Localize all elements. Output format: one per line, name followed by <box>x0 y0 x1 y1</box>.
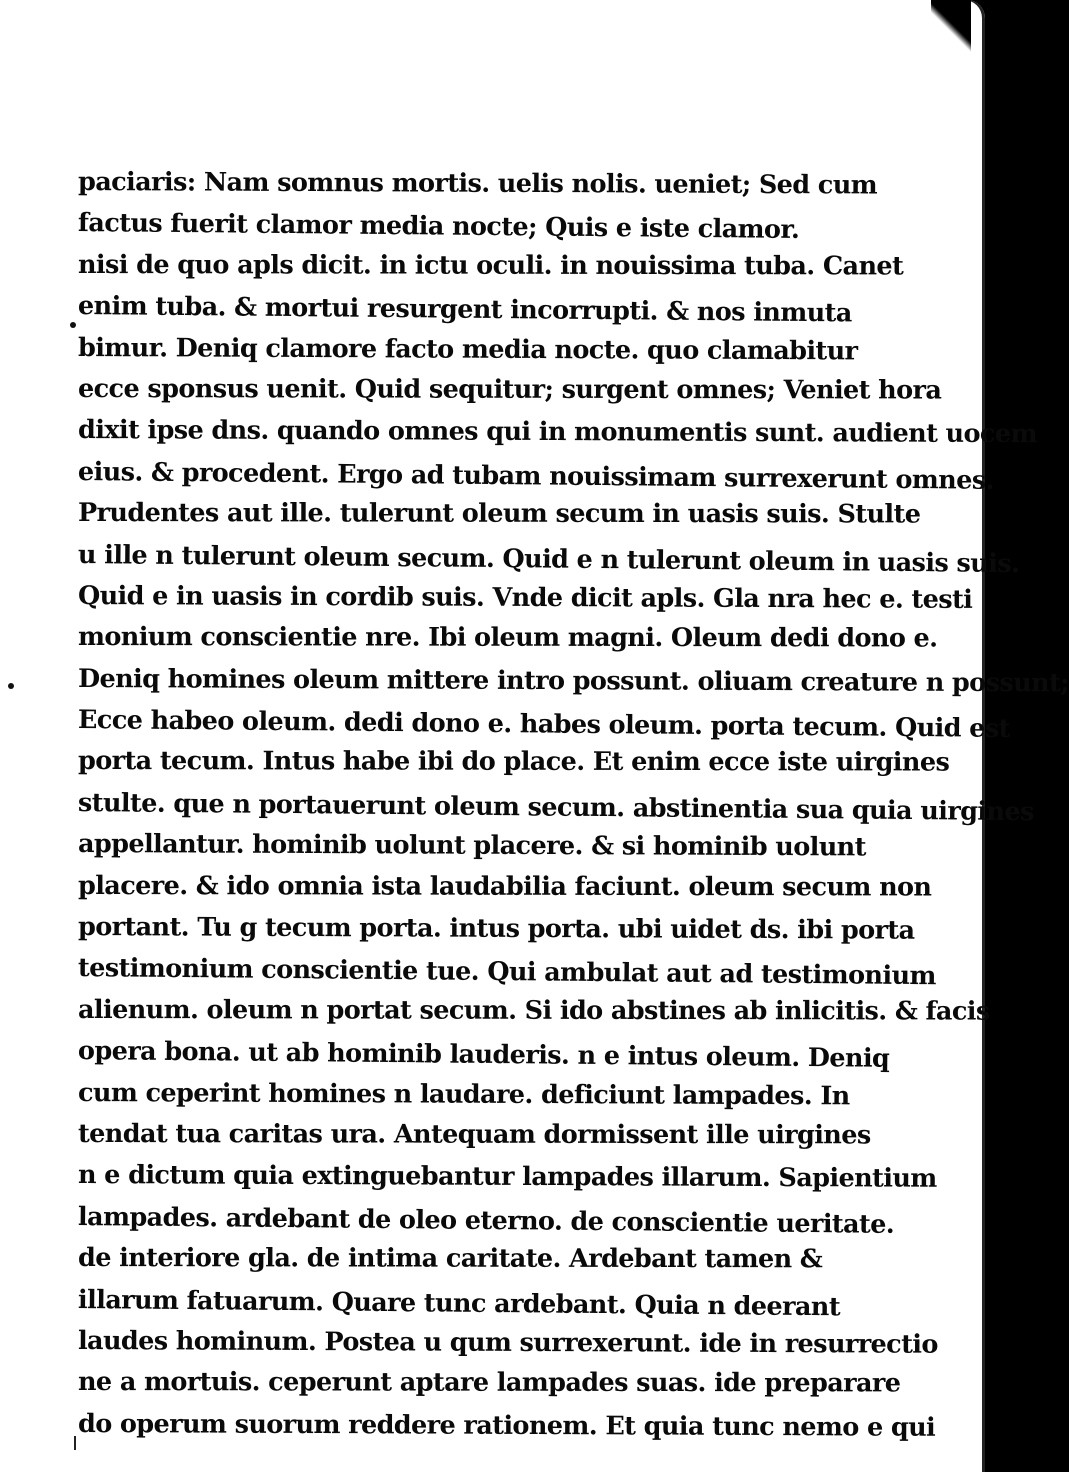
manuscript-line: Deniq homines oleum mittere intro possunt. oliuam creature n possunt; <box>77 663 1069 699</box>
manuscript-line: Prudentes aut ille. tulerunt oleum secum in uasis suis. Stulte <box>77 498 921 530</box>
manuscript-line: monium conscientie nre. Ibi oleum magni. Oleum dedi dono e. <box>77 622 938 654</box>
manuscript-line: placere. & ido omnia ista laudabilia faciunt. oleum secum non <box>77 870 932 903</box>
manuscript-line: nisi de quo apls dicit. in ictu oculi. in nouissima tuba. Canet <box>77 249 904 282</box>
manuscript-line: opera bona. ut ab hominib lauderis. n e intus oleum. Deniq <box>77 1036 890 1074</box>
manuscript-line: ne a mortuis. ceperunt aptare lampades suas. ide preparare <box>77 1367 901 1399</box>
manuscript-line: stulte. que n portauerunt oleum secum. abstinentia sua quia uirgines <box>77 787 1034 828</box>
manuscript-line: portant. Tu g tecum porta. intus porta. ubi uidet ds. ibi porta <box>77 912 915 946</box>
manuscript-line: u ille n tulerunt oleum secum. Quid e n tulerunt oleum in uasis suis. <box>77 539 1020 579</box>
manuscript-line: appellantur. hominib uolunt placere. & si hominib uolunt <box>77 829 866 863</box>
manuscript-line: do operum suorum reddere rationem. Et quia tunc nemo e qui <box>77 1408 936 1443</box>
manuscript-line: tendat tua caritas ura. Antequam dormissent ille uirgines <box>77 1118 871 1151</box>
manuscript-line: dixit ipse dns. quando omnes qui in monumentis sunt. audient uocem <box>77 415 1037 450</box>
manuscript-line: Quid e in uasis in cordib suis. Vnde dicit apls. Gla nra hec e. testi <box>77 580 973 615</box>
manuscript-line: laudes hominum. Postea u qum surrexerunt. ide in resurrectio <box>77 1325 938 1360</box>
manuscript-line: de interiore gla. de intima caritate. Ardebant tamen & <box>77 1243 823 1275</box>
page-corner-curl <box>931 0 971 55</box>
manuscript-line: ecce sponsus uenit. Quid sequitur; surgent omnes; Veniet hora <box>77 373 942 406</box>
manuscript-line: cum ceperint homines n laudare. deficiunt lampades. In <box>77 1077 850 1111</box>
manuscript-line: n e dictum quia extinguebantur lampades illarum. Sapientium <box>77 1160 937 1195</box>
manuscript-line: illarum fatuarum. Quare tunc ardebant. Quia n deerant <box>77 1284 841 1322</box>
manuscript-line: testimonium conscientie tue. Qui ambulat aut ad testimonium <box>77 953 937 992</box>
manuscript-line: paciaris: Nam somnus mortis. uelis nolis. ueniet; Sed cum <box>77 167 878 201</box>
manuscript-line: alienum. oleum n portat secum. Si ido abstines ab inlicitis. & facis <box>77 994 990 1027</box>
manuscript-line: porta tecum. Intus habe ibi do place. Et enim ecce iste uirgines <box>77 746 950 778</box>
manuscript-text-column <box>77 162 1069 1445</box>
margin-tick-mark <box>74 1436 76 1450</box>
manuscript-line: Ecce habeo oleum. dedi dono e. habes oleum. porta tecum. Quid est <box>77 705 1010 745</box>
manuscript-line: eius. & procedent. Ergo ad tubam nouissimam surrexerunt omnes. <box>77 456 994 496</box>
ink-speck <box>70 322 76 328</box>
manuscript-line: bimur. Deniq clamore facto media nocte. quo clamabitur <box>77 332 858 366</box>
manuscript-line: factus fuerit clamor media nocte; Quis e iste clamor. <box>77 208 800 246</box>
manuscript-line: lampades. ardebant de oleo eterno. de conscientie ueritate. <box>77 1201 895 1240</box>
ink-speck <box>8 683 14 689</box>
manuscript-line: enim tuba. & mortui resurgent incorrupti. & nos inmuta <box>77 291 852 329</box>
